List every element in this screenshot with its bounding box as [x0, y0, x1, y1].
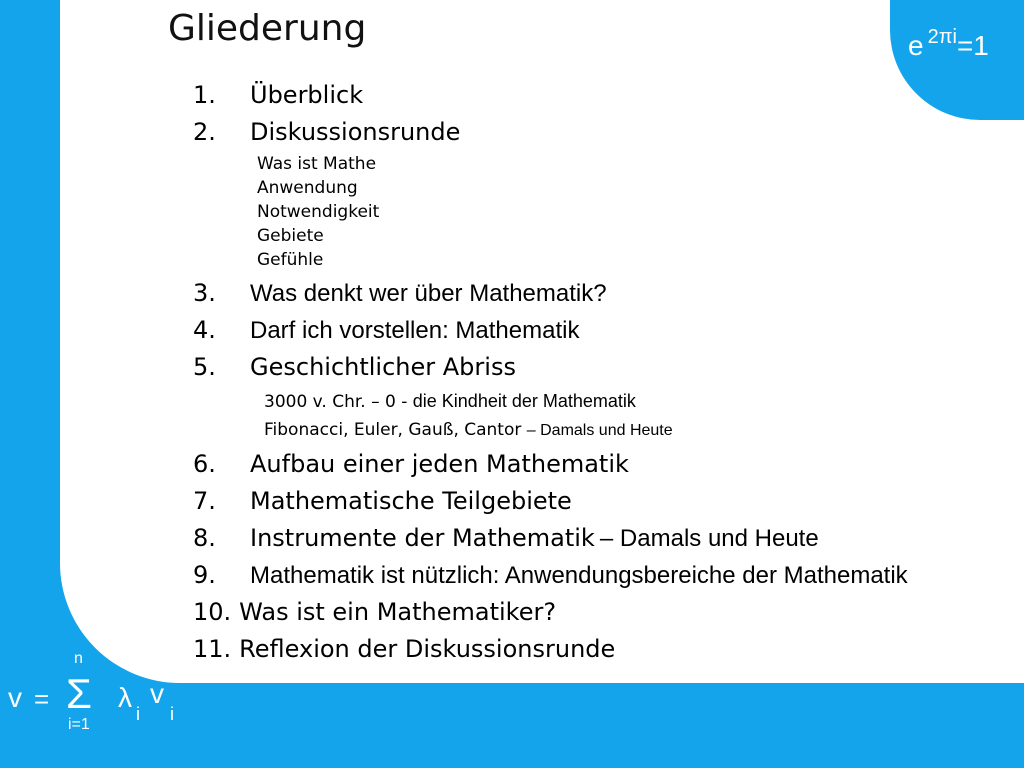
outline-item-3 — [193, 276, 1024, 313]
sub-item: Was ist Mathe — [257, 154, 377, 174]
sub-item: Anwendung — [257, 178, 358, 198]
outline-text: Diskussionsrunde — [250, 118, 461, 146]
outline-text: Was denkt wer über Mathematik? — [250, 280, 607, 307]
sigma-symbol: Σ — [66, 670, 92, 717]
outline-text: Was ist ein Mathematiker? — [239, 598, 557, 626]
outline-item-5 — [193, 350, 1024, 387]
sub-item: Gefühle — [257, 250, 324, 270]
outline-text: Überblick — [250, 81, 364, 109]
outline-text: Reflexion der Diskussionsrunde — [239, 635, 616, 663]
vector-symbol: v — [150, 678, 164, 709]
outline-number: 5. — [193, 353, 216, 381]
outline-text: Instrumente der Mathematik — [250, 524, 595, 552]
sub-item-part: Fibonacci, Euler, Gauß, Cantor — [264, 420, 527, 440]
outline-item-8 — [193, 521, 1024, 558]
outline-text: Mathematik ist nützlich: Anwendungsbereiche der Mathematik — [250, 562, 908, 589]
lambda-symbol: λ — [118, 682, 132, 713]
sub-item-history-1 — [193, 387, 1024, 416]
outline-item-6 — [193, 447, 1024, 484]
outline-number: 1. — [193, 81, 216, 109]
sub-item: Gebiete — [257, 226, 324, 246]
euler-exponent: 2πi — [927, 26, 957, 48]
outline-number: 10. — [193, 598, 232, 626]
sub-item-part: – Damals und Heute — [526, 422, 673, 439]
outline-text: Aufbau einer jeden Mathematik — [250, 450, 629, 478]
euler-base: e — [908, 30, 924, 61]
outline-item-11 — [193, 632, 1024, 669]
outline-text-suffix: – Damals und Heute — [599, 525, 819, 552]
outline-item-10 — [193, 595, 1024, 632]
slide-title: Gliederung — [168, 8, 367, 49]
outline-item-1 — [193, 78, 1024, 115]
outline-item-4 — [193, 313, 1024, 350]
outline-number: 3. — [193, 279, 216, 307]
sum-upper-bound: n — [74, 650, 83, 667]
outline-number: 9. — [193, 561, 216, 589]
sum-lower-bound: i=1 — [68, 716, 90, 733]
outline-item-7 — [193, 484, 1024, 521]
euler-formula — [908, 26, 989, 62]
sum-formula — [8, 650, 188, 740]
outline-number: 11. — [193, 635, 232, 663]
sub-item: Notwendigkeit — [257, 202, 380, 222]
outline-number: 4. — [193, 316, 216, 344]
sum-lhs: v — [8, 682, 22, 713]
vector-subscript: i — [170, 704, 174, 724]
outline-text: Mathematische Teilgebiete — [250, 487, 572, 515]
outline-text: Geschichtlicher Abriss — [250, 353, 516, 381]
outline-number: 2. — [193, 118, 216, 146]
outline-list — [193, 78, 1024, 669]
outline-number: 6. — [193, 450, 216, 478]
outline-number: 8. — [193, 524, 216, 552]
outline-number: 7. — [193, 487, 216, 515]
sub-item-part: die Kindheit der Mathematik — [412, 391, 636, 411]
sub-item-history-2 — [193, 416, 1024, 445]
outline-item-2 — [193, 115, 1024, 152]
sub-item-part: 3000 v. Chr. – 0 - — [264, 392, 413, 412]
euler-rest: =1 — [956, 30, 989, 61]
outline-text: Darf ich vorstellen: Mathematik — [250, 317, 580, 344]
outline-item-9 — [193, 558, 1024, 595]
sum-equals: = — [34, 684, 50, 714]
lambda-subscript: i — [136, 704, 140, 724]
